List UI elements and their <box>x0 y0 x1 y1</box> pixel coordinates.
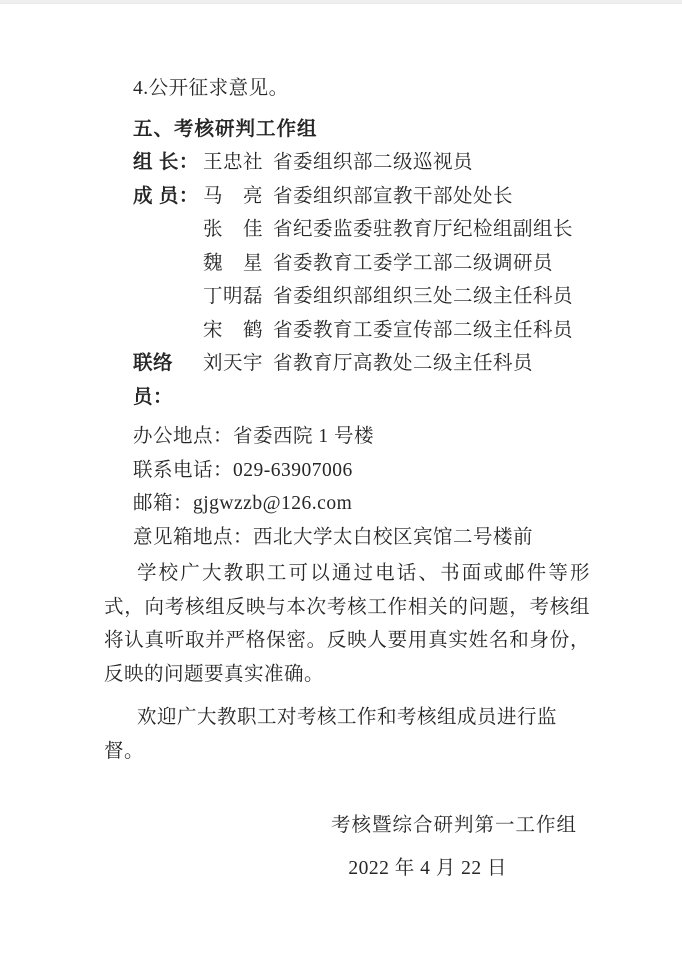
roster-person-name: 魏 星 <box>203 252 264 274</box>
roster-row-member <box>133 247 590 281</box>
suggestion-box-value: 西北大学太白校区宾馆二号楼前 <box>253 526 534 548</box>
roster-person-title: 省教育厅高教处二级主任科员 <box>273 353 534 374</box>
roster-person-title: 省委教育工委宣传部二级主任科员 <box>273 319 574 341</box>
roster-person-name: 宋 鹤 <box>203 319 264 341</box>
roster-role-label: 联络员： <box>133 352 174 408</box>
roster-person-title: 省委组织部宣教干部处处长 <box>273 185 514 207</box>
office-location-value: 省委西院 1 号楼 <box>233 426 375 447</box>
phone-label: 联系电话： <box>133 459 234 481</box>
roster-row-member <box>133 280 590 314</box>
roster-row-member <box>133 314 590 348</box>
signature: 考核暨综合研判第一工作组 <box>330 815 577 836</box>
email-label: 邮箱： <box>133 493 194 514</box>
office-location-label: 办公地点： <box>133 426 234 447</box>
roster-person-name: 刘天宇 <box>203 353 264 374</box>
roster-person-title: 省委教育工委学工部二级调研员 <box>273 252 554 274</box>
suggestion-box-line <box>133 521 590 555</box>
phone-line <box>133 454 590 488</box>
roster-row-member <box>133 213 590 247</box>
roster-person-title: 省纪委监委驻教育厅纪检组副组长 <box>273 219 574 240</box>
welcome-supervision-paragraph: 欢迎广大教职工对考核工作和考核组成员进行监督。 <box>104 707 558 762</box>
feedback-paragraph: 学校广大教职工可以通过电话、书面或邮件等形式，向考核组反映与本次考核工作相关的问题，考核组将认真听取并严格保密。反映人要用真实姓名和身份，反映的问题要真实准确。 <box>104 563 590 685</box>
roster-person-title: 省委组织部二级巡视员 <box>273 152 474 173</box>
roster-person-name: 王忠社 <box>203 152 264 173</box>
roster-role-label: 组 长： <box>133 151 199 173</box>
roster-row-liaison <box>133 347 590 414</box>
section-heading: 五、考核研判工作组 <box>133 117 318 140</box>
email-line <box>133 487 590 521</box>
roster-role-label: 成 员： <box>133 184 199 207</box>
date: 2022 年 4 月 22 日 <box>348 857 507 879</box>
list-item-4: 4.公开征求意见。 <box>133 78 289 99</box>
email-value: gjgwzzb@126.com <box>193 493 353 514</box>
phone-value: 029-63907006 <box>233 459 353 481</box>
roster-person-name: 张 佳 <box>203 219 264 240</box>
working-group-roster <box>104 146 590 414</box>
roster-row-leader <box>133 146 590 180</box>
office-location-line <box>133 420 590 454</box>
roster-person-name: 丁明磊 <box>203 286 264 307</box>
roster-row-member <box>133 180 590 214</box>
roster-person-title: 省委组织部组织三处二级主任科员 <box>273 286 574 307</box>
page-top-edge <box>0 0 682 4</box>
contact-info-block <box>104 420 590 554</box>
suggestion-box-label: 意见箱地点： <box>133 526 254 548</box>
roster-person-name: 马 亮 <box>203 185 264 207</box>
